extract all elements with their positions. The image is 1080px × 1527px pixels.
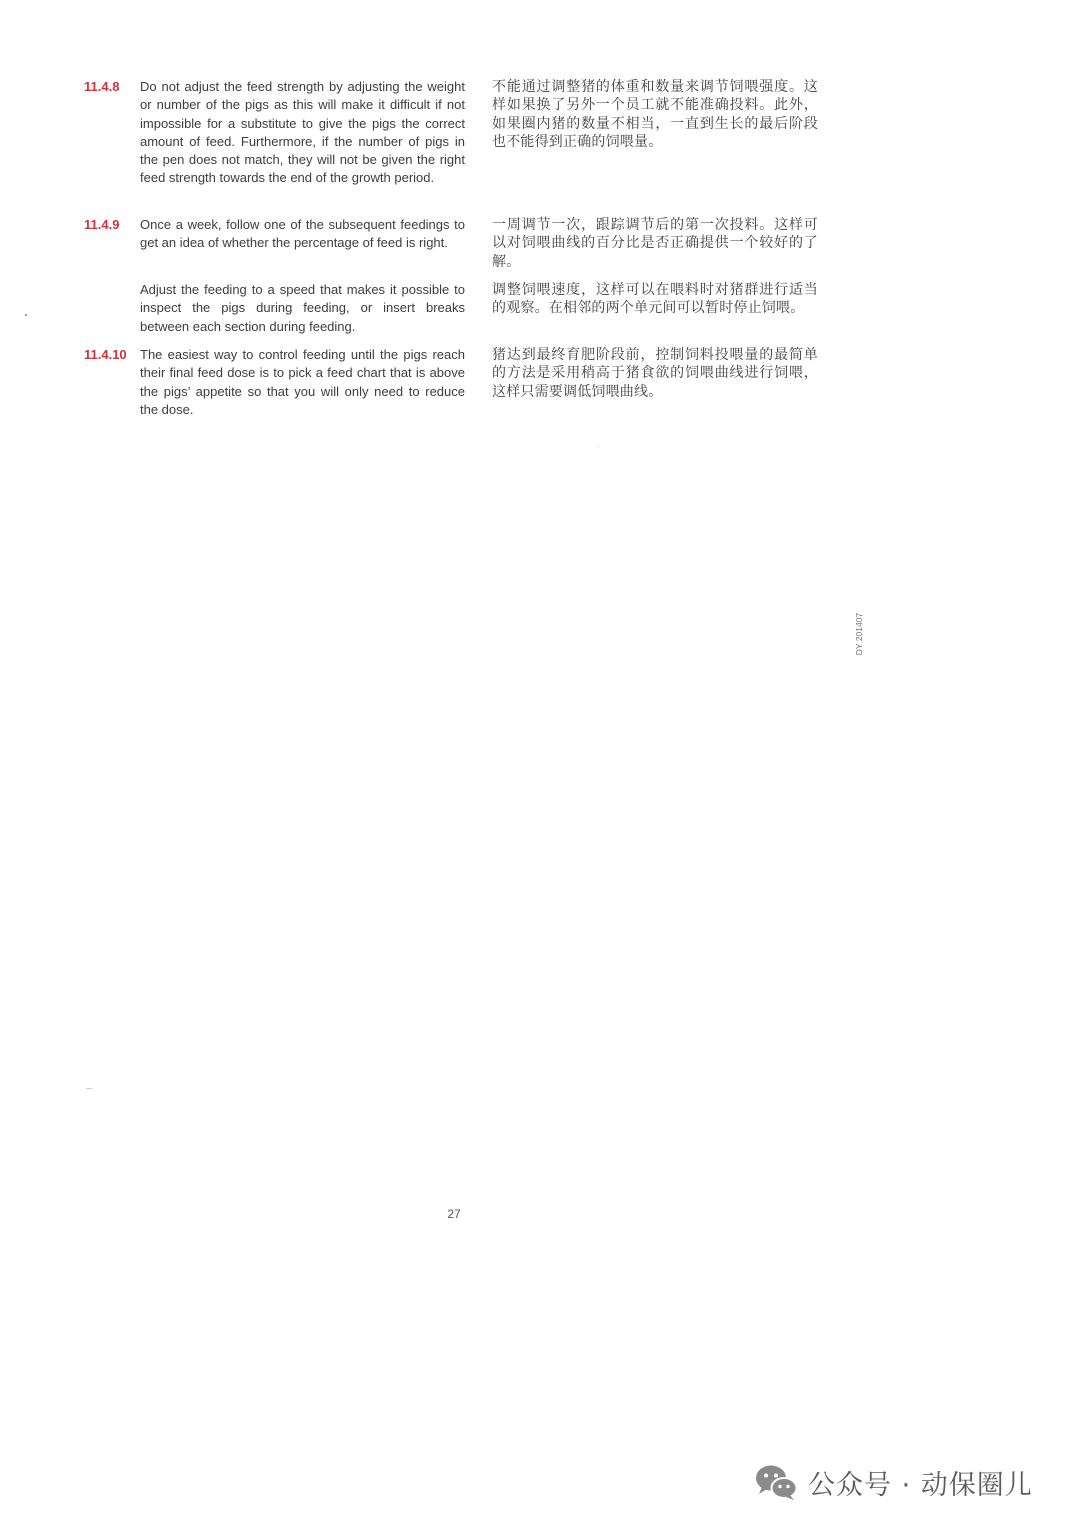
section-number: 11.4.10 bbox=[84, 347, 127, 362]
section-number: 11.4.9 bbox=[84, 217, 120, 232]
chinese-paragraph: 猪达到最终育肥阶段前，控制饲料投喂量的最简单的方法是采用稍高于猪食欲的饲喂曲线进行饲喂，这样只需要调低饲喂曲线。 bbox=[492, 347, 818, 400]
chinese-paragraph: 一周调节一次，跟踪调节后的第一次投料。这样可以对饲喂曲线的百分比是否正确提供一个较好的了解。 bbox=[492, 217, 818, 270]
section-number: 11.4.8 bbox=[84, 79, 120, 94]
scan-speck bbox=[598, 446, 599, 447]
english-paragraph: Once a week, follow one of the subsequent feedings to get an idea of whether the percentage of feed is right. bbox=[140, 217, 465, 251]
page-number: 27 bbox=[447, 1207, 461, 1221]
document-code: DY 201407 bbox=[854, 612, 864, 656]
english-paragraph: The easiest way to control feeding until the pigs reach their final feed dose is to pick a feed chart that is above the pigs’ appetite so that you will only need to reduce the dose. bbox=[140, 347, 465, 417]
english-paragraph: Do not adjust the feed strength by adjusting the weight or number of the pigs as this will make it difficult if not impossible for a substitute to give the pigs the correct amount of feed. Furthermore, if the number of pigs in the pen does not match, they will not be given the right feed strength towards the end of the growth period. bbox=[140, 79, 465, 186]
scan-speck bbox=[25, 314, 27, 316]
chinese-paragraph: 不能通过调整猪的体重和数量来调节饲喂强度。这样如果换了另外一个员工就不能准确投料。此外，如果圈内猪的数量不相当，一直到生长的最后阶段也不能得到正确的饲喂量。 bbox=[492, 79, 818, 150]
chinese-paragraph: 调整饲喂速度，这样可以在喂料时对猪群进行适当的观察。在相邻的两个单元间可以暂时停止饲喂。 bbox=[492, 282, 818, 317]
watermark-text: 公众号 · 动保圈儿 bbox=[808, 1469, 1033, 1501]
wechat-icon bbox=[754, 1462, 798, 1502]
watermark bbox=[754, 1460, 1054, 1504]
english-paragraph: Adjust the feeding to a speed that makes it possible to inspect the pigs during feeding, or insert breaks between each section during feeding. bbox=[140, 282, 465, 334]
scan-speck bbox=[86, 1088, 92, 1089]
